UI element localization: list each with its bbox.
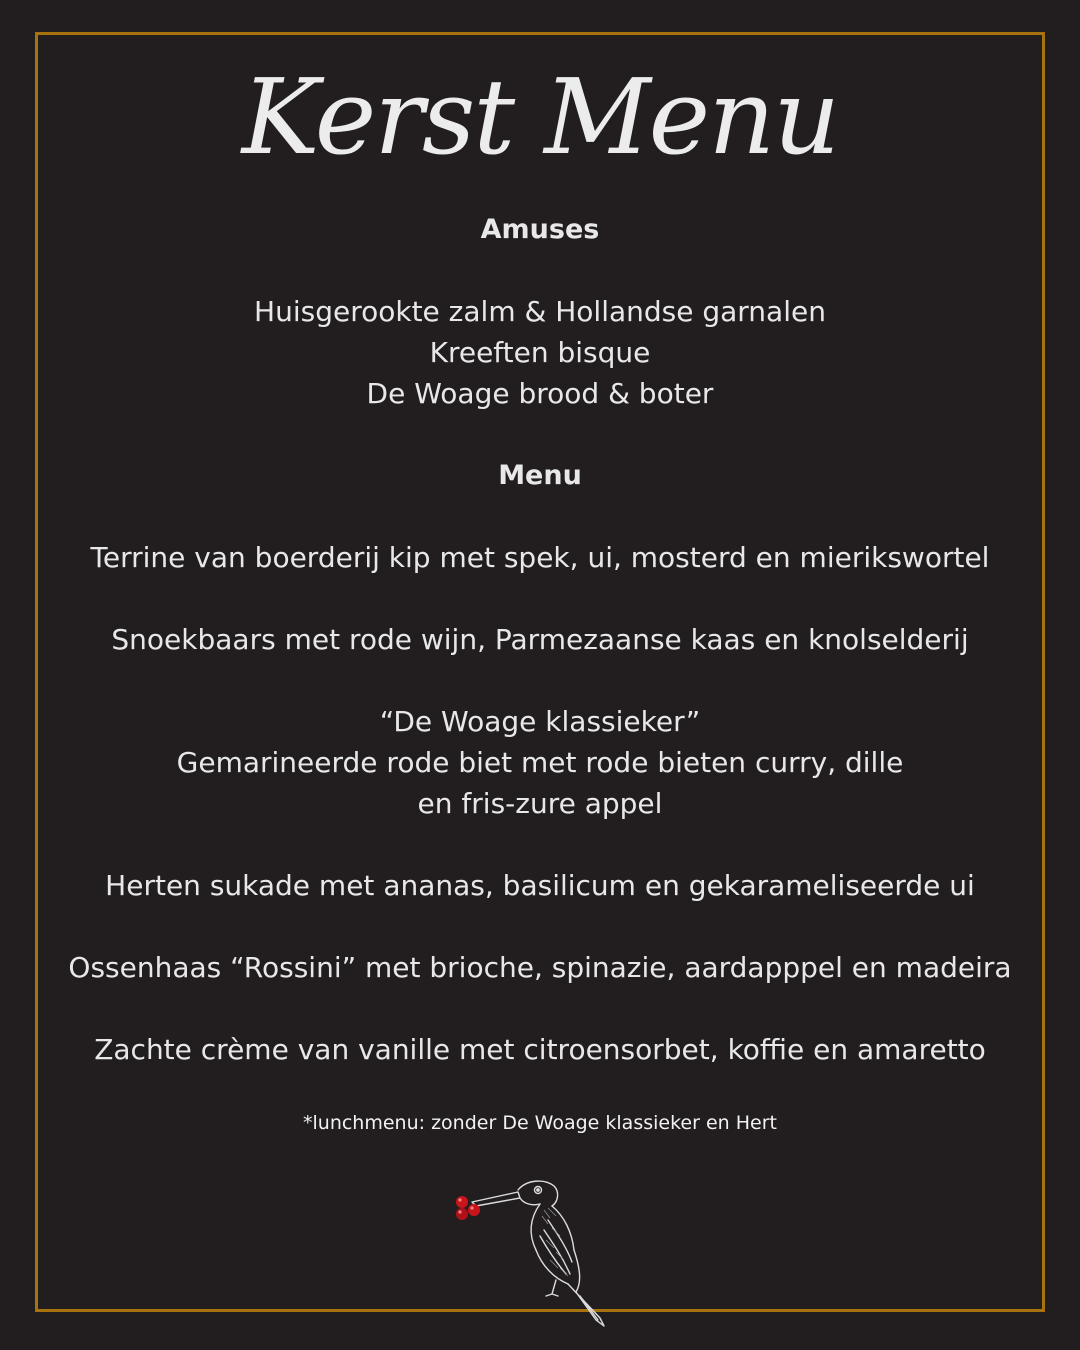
amuse-item: Huisgerookte zalm & Hollandse garnalen: [254, 295, 826, 328]
lunch-footnote: *lunchmenu: zonder De Woage klassieker en Hert: [303, 1112, 777, 1134]
menu-course-continued: en fris-zure appel: [417, 787, 663, 820]
menu-course-title: “De Woage klassieker”: [379, 705, 701, 738]
menu-course: Zachte crème van vanille met citroensorbet, koffie en amaretto: [94, 1033, 986, 1066]
kingfisher-with-berries-icon: [440, 1170, 620, 1330]
menu-course: Herten sukade met ananas, basilicum en gekarameliseerde ui: [105, 869, 975, 902]
amuses-heading: Amuses: [480, 214, 600, 245]
red-berries-icon: [456, 1196, 480, 1220]
amuse-item: Kreeften bisque: [429, 336, 651, 369]
amuse-item: De Woage brood & boter: [366, 377, 714, 410]
menu-course: Ossenhaas “Rossini” met brioche, spinazie, aardapppel en madeira: [68, 951, 1012, 984]
menu-course: Snoekbaars met rode wijn, Parmezaanse kaas en knolselderij: [111, 623, 969, 656]
menu-title: Kerst Menu: [241, 56, 839, 178]
menu-heading: Menu: [498, 460, 582, 491]
menu-course: Gemarineerde rode biet met rode bieten curry, dille: [176, 746, 904, 779]
menu-course: Terrine van boerderij kip met spek, ui, mosterd en mierikswortel: [90, 541, 990, 574]
